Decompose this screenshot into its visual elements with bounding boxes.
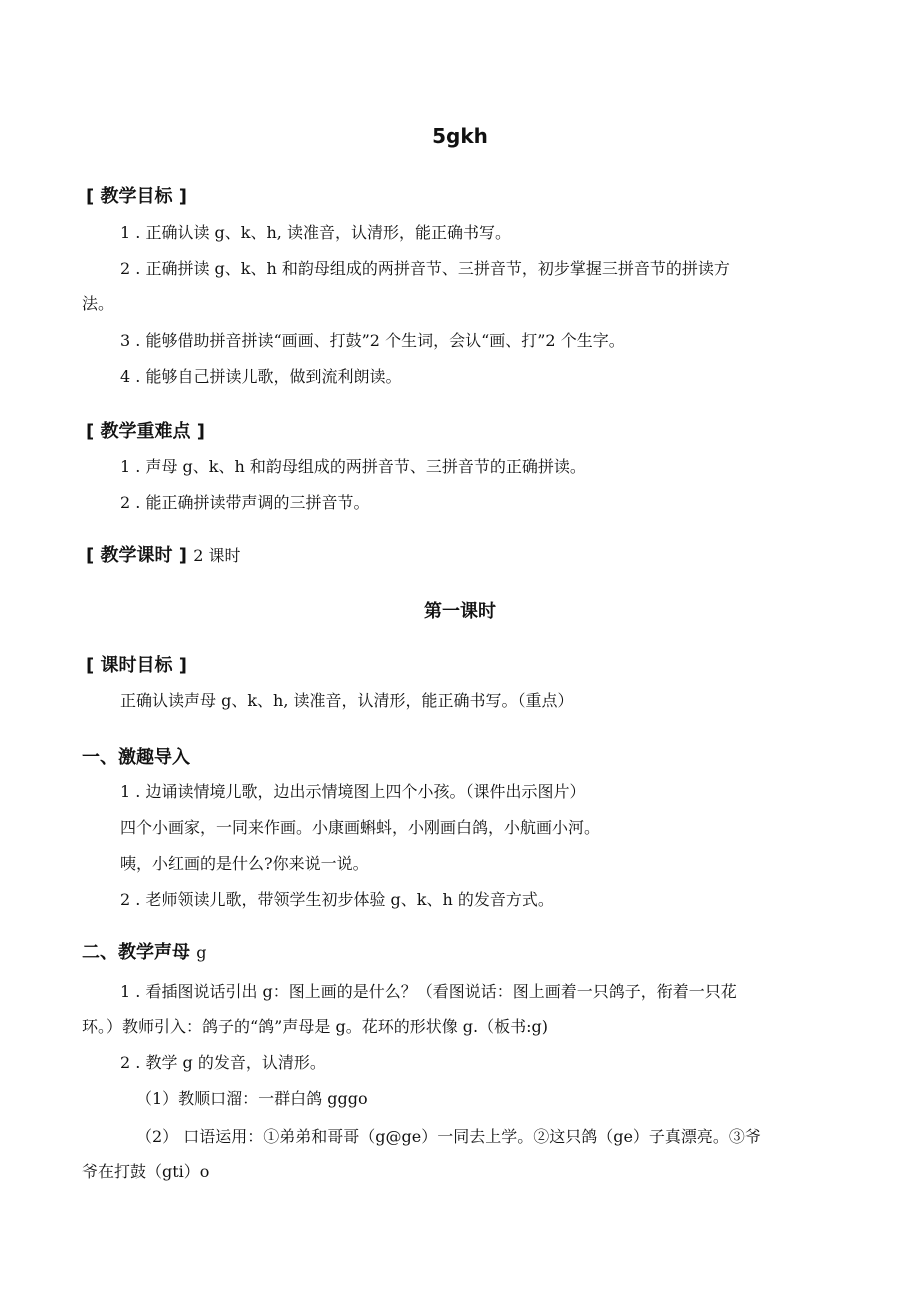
part2-heading: 二、教学声母 <box>82 942 190 963</box>
lesson1-title: 第一课时 <box>424 601 496 622</box>
objective-item: 4 . 能够自己拼读儿歌，做到流利朗读。 <box>120 367 402 386</box>
periods-heading: [ 教学课时 ] <box>86 545 187 566</box>
document-title: 5gkh <box>432 124 488 148</box>
lesson-goal-heading: [ 课时目标 ] <box>86 655 187 676</box>
part2-line-continued: 爷在打鼓（gti）o <box>82 1162 210 1181</box>
periods-row <box>86 541 241 567</box>
part2-line-continued: 环。）教师引入：鸽子的“鸽”声母是 g。花环的形状像 g.（板书:g) <box>82 1017 548 1036</box>
part1-line: 2 . 老师领读儿歌，带领学生初步体验 g、k、h 的发音方式。 <box>120 890 554 909</box>
part2-line: （2） 口语运用：①弟弟和哥哥（g@ge）一同去上学。②这只鸽（ge）子真漂亮。③爷 <box>136 1127 761 1146</box>
lesson-goal-text: 正确认读声母 g、k、h, 读准音，认清形，能正确书写。（重点） <box>120 691 574 710</box>
part2-heading-letter: g <box>196 943 207 962</box>
objective-item: 3 . 能够借助拼音拼读“画画、打鼓”2 个生词，会认“画、打”2 个生字。 <box>120 331 625 350</box>
part1-line: 1 . 边诵读情境儿歌，边出示情境图上四个小孩。（课件出示图片） <box>120 782 586 801</box>
objective-item-continued: 法。 <box>82 294 115 313</box>
key-point-item: 1 . 声母 g、k、h 和韵母组成的两拼音节、三拼音节的正确拼读。 <box>120 457 586 476</box>
part1-heading: 一、激趣导入 <box>82 747 190 768</box>
part2-heading-row <box>82 938 207 964</box>
part2-line: 2 . 教学 g 的发音，认清形。 <box>120 1053 326 1072</box>
part1-line: 咦，小红画的是什么?你来说一说。 <box>120 854 369 873</box>
objective-item: 1 . 正确认读 g、k、h, 读准音，认清形，能正确书写。 <box>120 223 511 242</box>
part2-line: 1 . 看插图说话引出 g：图上画的是什么？（看图说话：图上画着一只鸽子，衔着一只花 <box>120 982 737 1001</box>
part2-line: （1）教顺口溜：一群白鸽 gggo <box>136 1089 368 1108</box>
objectives-heading: [ 教学目标 ] <box>86 186 187 207</box>
objective-item: 2 . 正确拼读 g、k、h 和韵母组成的两拼音节、三拼音节，初步掌握三拼音节的拼读方 <box>120 259 730 278</box>
part1-line: 四个小画家，一同来作画。小康画蝌蚪，小刚画白鸽，小航画小河。 <box>120 818 601 837</box>
key-points-heading: [ 教学重难点 ] <box>86 421 205 442</box>
key-point-item: 2 . 能正确拼读带声调的三拼音节。 <box>120 493 370 512</box>
periods-value: 2 课时 <box>193 546 241 565</box>
